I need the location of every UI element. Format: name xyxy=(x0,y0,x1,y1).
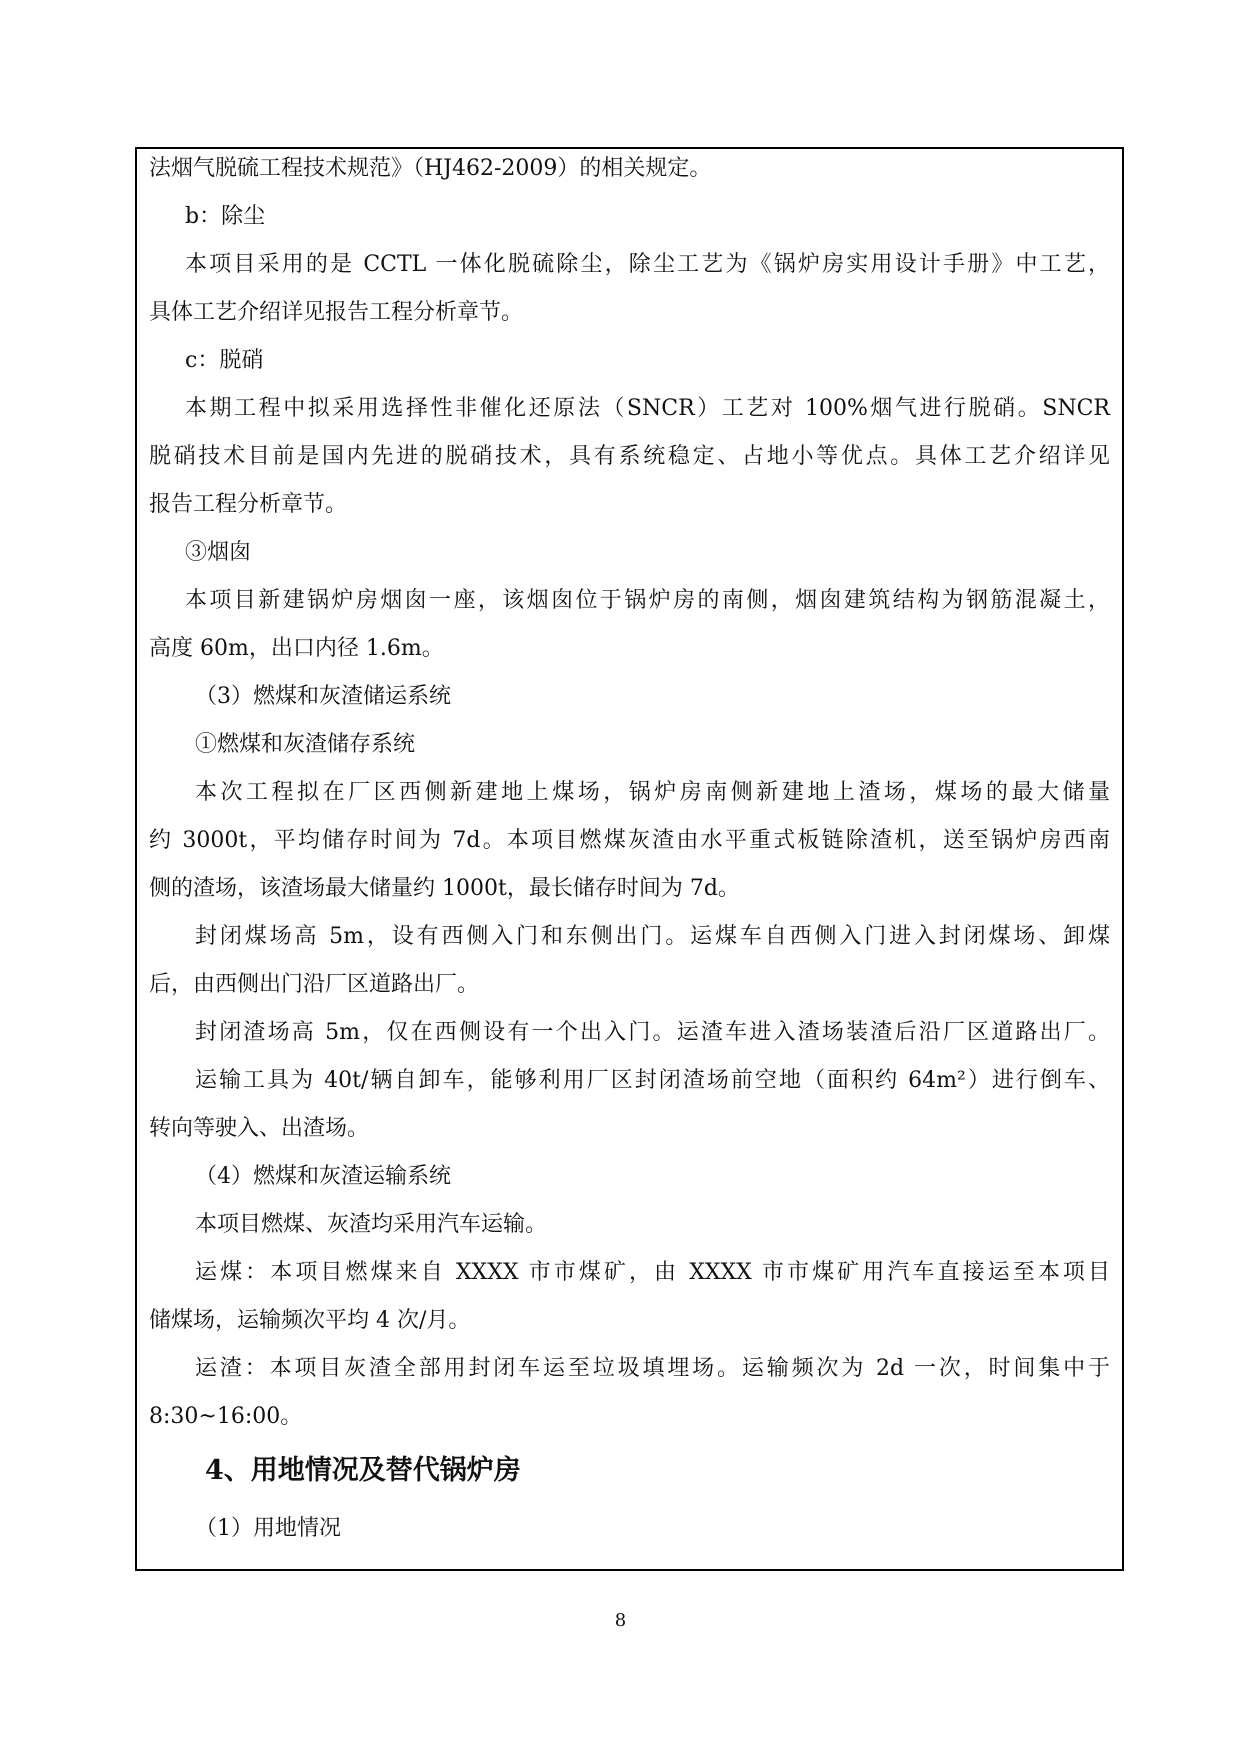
text-line: 本次工程拟在厂区西侧新建地上煤场，锅炉房南侧新建地上渣场，煤场的最大储量 xyxy=(195,780,1110,805)
text-line: 储煤场，运输频次平均 4 次/月。 xyxy=(149,1308,471,1333)
subsection-heading: （1）用地情况 xyxy=(195,1516,341,1541)
text-line: 转向等驶入、出渣场。 xyxy=(149,1116,370,1141)
text-line: 侧的渣场，该渣场最大储量约 1000t，最长储存时间为 7d。 xyxy=(149,876,740,901)
text-line: ③烟囱 xyxy=(185,540,252,565)
text-line: 本项目新建锅炉房烟囱一座，该烟囱位于锅炉房的南侧，烟囱建筑结构为钢筋混凝土， xyxy=(185,588,1110,613)
text-line: ①燃煤和灰渣储存系统 xyxy=(195,732,416,757)
text-line: （4）燃煤和灰渣运输系统 xyxy=(195,1164,451,1189)
text-line: 具体工艺介绍详见报告工程分析章节。 xyxy=(149,300,524,325)
text-line: 本项目燃煤、灰渣均采用汽车运输。 xyxy=(195,1212,548,1237)
text-line: 运渣：本项目灰渣全部用封闭车运至垃圾填埋场。运输频次为 2d 一次，时间集中于 xyxy=(195,1356,1110,1381)
text-line: 高度 60m，出口内径 1.6m。 xyxy=(149,636,444,661)
page-number: 8 xyxy=(614,1610,627,1631)
text-line: 本项目采用的是 CCTL 一体化脱硫除尘，除尘工艺为《锅炉房实用设计手册》中工艺， xyxy=(185,252,1110,277)
section-heading: 4、用地情况及替代锅炉房 xyxy=(205,1455,521,1486)
text-line: c：脱硝 xyxy=(185,348,264,373)
text-line: 脱硝技术目前是国内先进的脱硝技术，具有系统稳定、占地小等优点。具体工艺介绍详见 xyxy=(149,444,1110,469)
text-line: 封闭渣场高 5m，仅在西侧设有一个出入门。运渣车进入渣场装渣后沿厂区道路出厂。 xyxy=(195,1020,1110,1045)
text-line: 法烟气脱硫工程技术规范》（HJ462-2009）的相关规定。 xyxy=(149,156,712,181)
text-line: 报告工程分析章节。 xyxy=(149,492,348,517)
text-line: 8:30~16:00。 xyxy=(149,1404,303,1429)
text-line: 运煤：本项目燃煤来自 XXXX 市市煤矿，由 XXXX 市市煤矿用汽车直接运至本项目 xyxy=(195,1260,1110,1285)
text-line: 约 3000t，平均储存时间为 7d。本项目燃煤灰渣由水平重式板链除渣机，送至锅炉房西南 xyxy=(149,828,1110,853)
text-line: b：除尘 xyxy=(185,204,266,229)
text-line: （3）燃煤和灰渣储运系统 xyxy=(195,684,451,709)
content-frame xyxy=(135,147,1124,1571)
text-line: 后，由西侧出门沿厂区道路出厂。 xyxy=(149,972,480,997)
text-line: 运输工具为 40t/辆自卸车，能够利用厂区封闭渣场前空地（面积约 64m²）进行倒车、 xyxy=(195,1068,1110,1093)
text-line: 封闭煤场高 5m，设有西侧入门和东侧出门。运煤车自西侧入门进入封闭煤场、卸煤 xyxy=(195,924,1110,949)
text-line: 本期工程中拟采用选择性非催化还原法（SNCR）工艺对 100%烟气进行脱硝。SNCR xyxy=(185,396,1110,421)
